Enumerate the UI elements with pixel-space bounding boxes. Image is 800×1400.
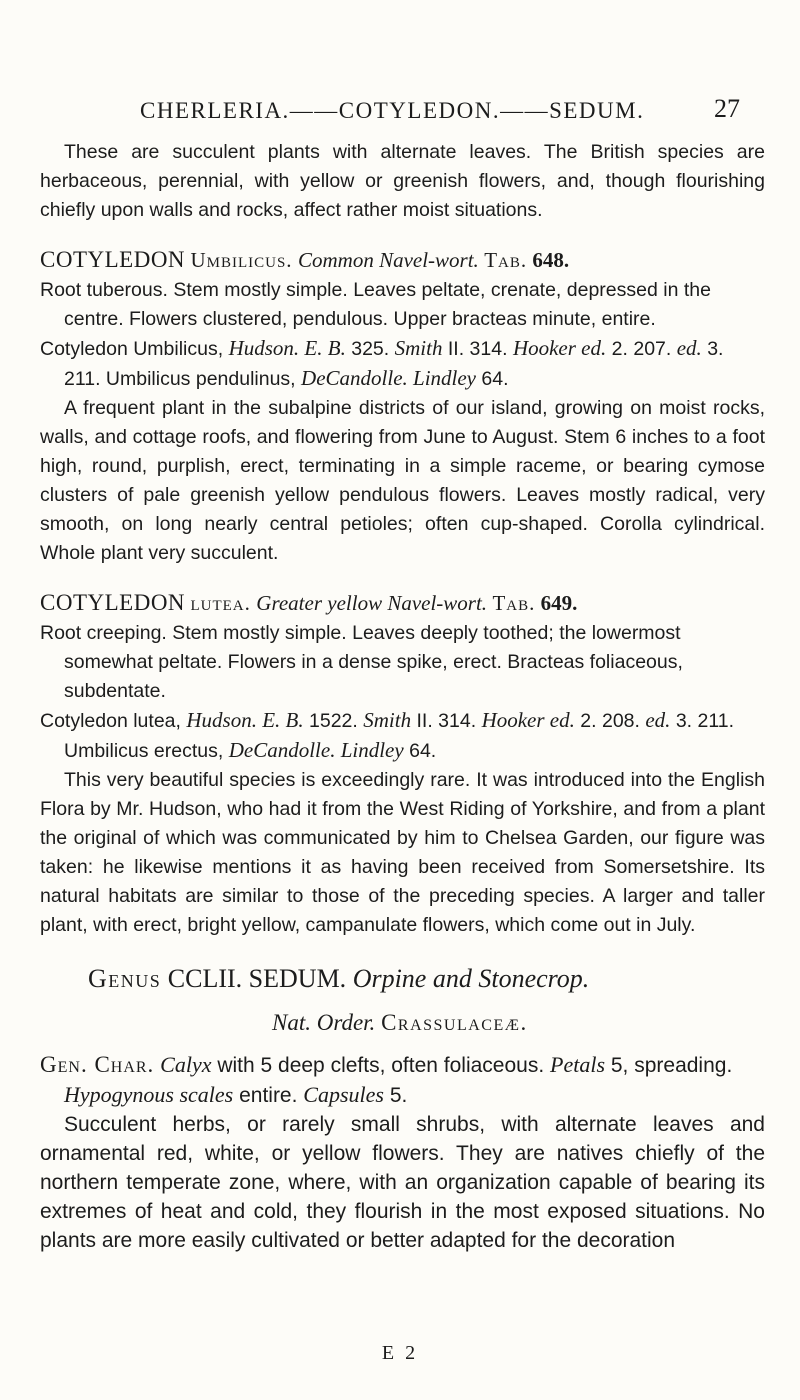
signature-mark: E 2 [381, 1342, 419, 1364]
natural-order [272, 1006, 765, 1040]
species-entry-umbilicus [40, 245, 765, 568]
genus-heading [88, 962, 765, 996]
running-header [140, 94, 740, 124]
species-remarks: This very beautiful species is exceedingly rare. It was introduced into the English Flora by Mr. Hudson, who had it from the West Riding of Yorkshire, and from a plant the original of which was communicated by him to Chelsea Garden, our figure was taken: he likewise mentions it as having been received from Somersetshire. Its natural habitats are similar to those of the preceding species. A larger and taller plant, with erect, bright yellow, campanulate flowers, which come out in July. [40, 769, 765, 936]
plate-reference: Tab. 649. [492, 591, 578, 615]
gen-char-label: Gen. Char. [40, 1052, 155, 1077]
species-description: Root tuberous. Stem mostly simple. Leaves peltate, crenate, depressed in the centre. Flowers clustered, pendulous. Upper bracteas minute, entire. [40, 279, 711, 330]
order-label: Nat. Order. [272, 1010, 376, 1035]
species-heading [40, 245, 765, 276]
common-name: Common Navel-wort. [297, 248, 479, 272]
common-name: Greater yellow Navel-wort. [256, 591, 488, 615]
page-number: 27 [714, 94, 740, 123]
genus-name: COTYLEDON [40, 590, 186, 615]
page-body [40, 138, 765, 1255]
species-remarks: A frequent plant in the subalpine districts of our island, growing on moist rocks, walls, and cottage roofs, and flowering from June to August. Stem 6 inches to a foot high, round, purplish, erect, terminating in a simple raceme, or bearing cymose clusters of pale greenish yellow pendulous flowers. Leaves mostly radical, very smooth, on long nearly central petioles; often cup-shaped. Corolla cylindrical. Whole plant very succulent. [40, 397, 765, 564]
species-entry-lutea [40, 588, 765, 940]
species-description: Root creeping. Stem mostly simple. Leaves deeply toothed; the lowermost somewhat peltate. Flowers in a dense spike, erect. Bracteas foliaceous, subdentate. [40, 622, 683, 702]
generic-character: Gen. Char. Calyx with 5 deep clefts, often foliaceous. Petals 5, spreading. Hypogynous scales entire. Capsules 5. [40, 1052, 733, 1107]
species-name: lutea. [190, 591, 251, 615]
species-name: Umbilicus. [190, 248, 293, 272]
species-synonymy: Cotyledon lutea, Hudson. E. B. 1522. Smith II. 314. Hooker ed. 2. 208. ed. 3. 211. Umbilicus erectus, DeCandolle. Lindley 64. [40, 708, 735, 762]
genus-title: SEDUM. [248, 964, 347, 993]
genus-remarks: Succulent herbs, or rarely small shrubs, with alternate leaves and ornamental red, white, or yellow flowers. They are natives chiefly of the northern temperate zone, where, with an organization capable of bearing its extremes of heat and cold, they flourish in the most exposed situations. No plants are more easily cultivated or better adapted for the decoration [40, 1113, 765, 1252]
running-head: CHERLERIA.——COTYLEDON.——SEDUM. [140, 98, 645, 123]
genus-common-name: Orpine and Stonecrop. [352, 964, 590, 993]
genus-label: Genus [88, 964, 162, 993]
order-name: Crassulaceæ. [381, 1010, 528, 1035]
genus-name: COTYLEDON [40, 247, 186, 272]
plate-reference: Tab. 648. [484, 248, 570, 272]
species-heading [40, 588, 765, 619]
family-intro: These are succulent plants with alternate leaves. The British species are herbaceous, perennial, with yellow or greenish flowers, and, though flourishing chiefly upon walls and rocks, affect rather moist situations. [40, 141, 765, 221]
genus-number: CCLII. [167, 964, 243, 993]
species-synonymy: Cotyledon Umbilicus, Hudson. E. B. 325. Smith II. 314. Hooker ed. 2. 207. ed. 3. 211. Umbilicus pendulinus, DeCandolle. Lindley 64. [40, 336, 724, 390]
